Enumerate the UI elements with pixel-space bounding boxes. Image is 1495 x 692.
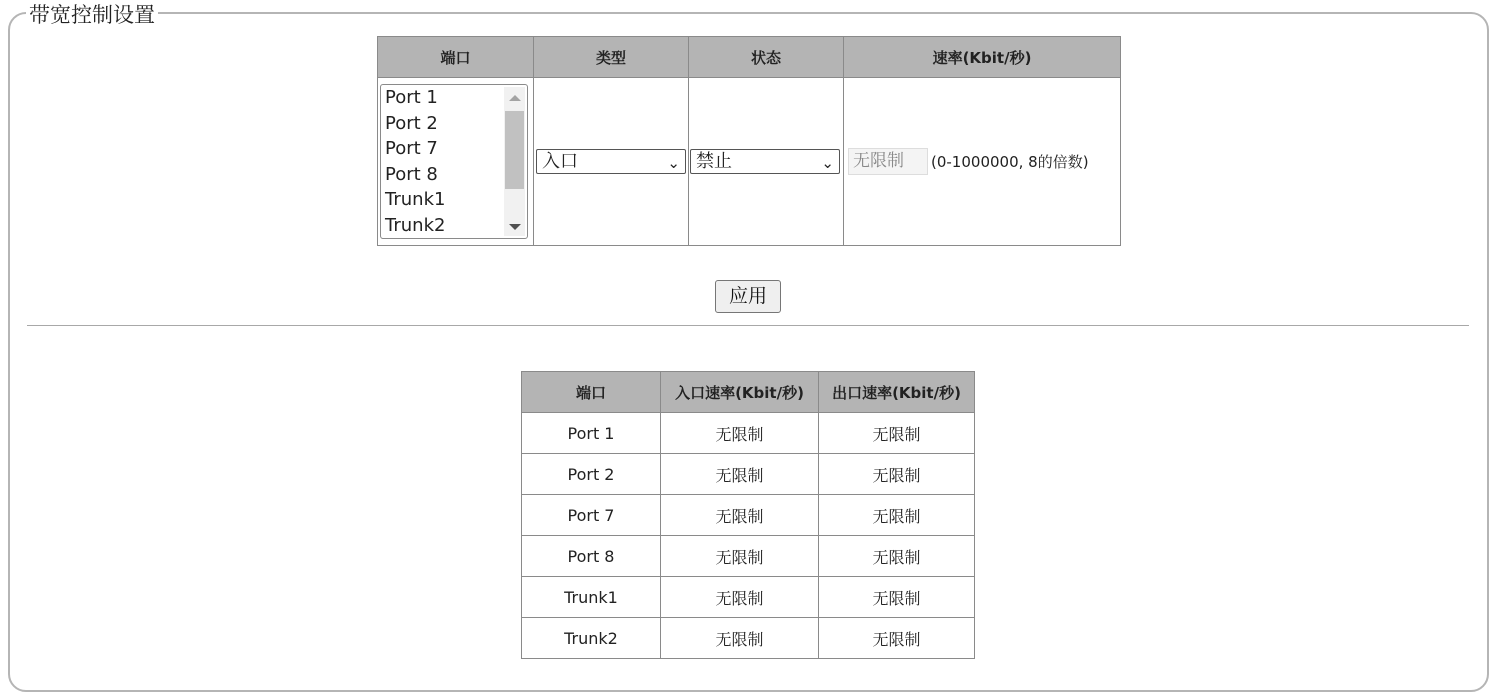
arrow-up-icon[interactable] <box>509 95 521 101</box>
table-row <box>522 454 975 495</box>
table-row <box>522 413 975 454</box>
state-select[interactable] <box>690 149 840 174</box>
table-row <box>522 495 975 536</box>
port-option[interactable]: Port 8 <box>385 163 438 185</box>
row-ingress: 无限制 <box>661 413 819 454</box>
port-option[interactable]: Port 2 <box>385 112 438 134</box>
state-select-value: 禁止 <box>696 151 732 172</box>
fieldset-legend: 带宽控制设置 <box>26 0 158 30</box>
row-egress: 无限制 <box>819 413 975 454</box>
port-listbox-scrollbar[interactable] <box>504 87 525 236</box>
row-port: Trunk2 <box>522 618 661 659</box>
row-ingress: 无限制 <box>661 454 819 495</box>
divider <box>27 325 1469 326</box>
table-row <box>522 618 975 659</box>
rate-hint: (0-1000000, 8的倍数) <box>931 153 1089 171</box>
type-select-value: 入口 <box>542 151 578 172</box>
header-port: 端口 <box>378 37 534 78</box>
row-ingress: 无限制 <box>661 536 819 577</box>
header-rate: 速率(Kbit/秒) <box>844 37 1121 78</box>
port-option[interactable]: Port 7 <box>385 138 438 160</box>
chevron-down-icon: ⌄ <box>821 154 834 172</box>
port-options <box>385 85 445 239</box>
row-ingress: 无限制 <box>661 495 819 536</box>
bandwidth-config-table <box>377 36 1121 246</box>
table-row <box>522 577 975 618</box>
row-ingress: 无限制 <box>661 618 819 659</box>
arrow-down-icon[interactable] <box>509 224 521 230</box>
row-port: Port 8 <box>522 536 661 577</box>
row-ingress: 无限制 <box>661 577 819 618</box>
port-option[interactable]: Trunk1 <box>385 189 446 211</box>
port-cell <box>378 78 534 246</box>
table-row <box>522 536 975 577</box>
chevron-down-icon: ⌄ <box>667 154 680 172</box>
row-egress: 无限制 <box>819 618 975 659</box>
rate-cell <box>844 78 1121 246</box>
header-state: 状态 <box>689 37 844 78</box>
row-egress: 无限制 <box>819 454 975 495</box>
type-cell <box>534 78 689 246</box>
row-egress: 无限制 <box>819 577 975 618</box>
scrollbar-thumb[interactable] <box>505 111 524 189</box>
rate-input[interactable]: 无限制 <box>848 148 928 175</box>
header-type: 类型 <box>534 37 689 78</box>
status-header-ingress: 入口速率(Kbit/秒) <box>661 372 819 413</box>
state-cell <box>689 78 844 246</box>
row-port: Port 7 <box>522 495 661 536</box>
port-listbox[interactable] <box>380 84 528 239</box>
bandwidth-status-table <box>521 371 975 659</box>
port-option[interactable]: Port 1 <box>385 87 438 108</box>
row-port: Port 2 <box>522 454 661 495</box>
status-header-port: 端口 <box>522 372 661 413</box>
apply-button[interactable]: 应用 <box>715 280 781 313</box>
status-header-egress: 出口速率(Kbit/秒) <box>819 372 975 413</box>
row-port: Port 1 <box>522 413 661 454</box>
port-option[interactable]: Trunk2 <box>385 214 446 236</box>
row-egress: 无限制 <box>819 495 975 536</box>
type-select[interactable] <box>536 149 686 174</box>
row-egress: 无限制 <box>819 536 975 577</box>
row-port: Trunk1 <box>522 577 661 618</box>
